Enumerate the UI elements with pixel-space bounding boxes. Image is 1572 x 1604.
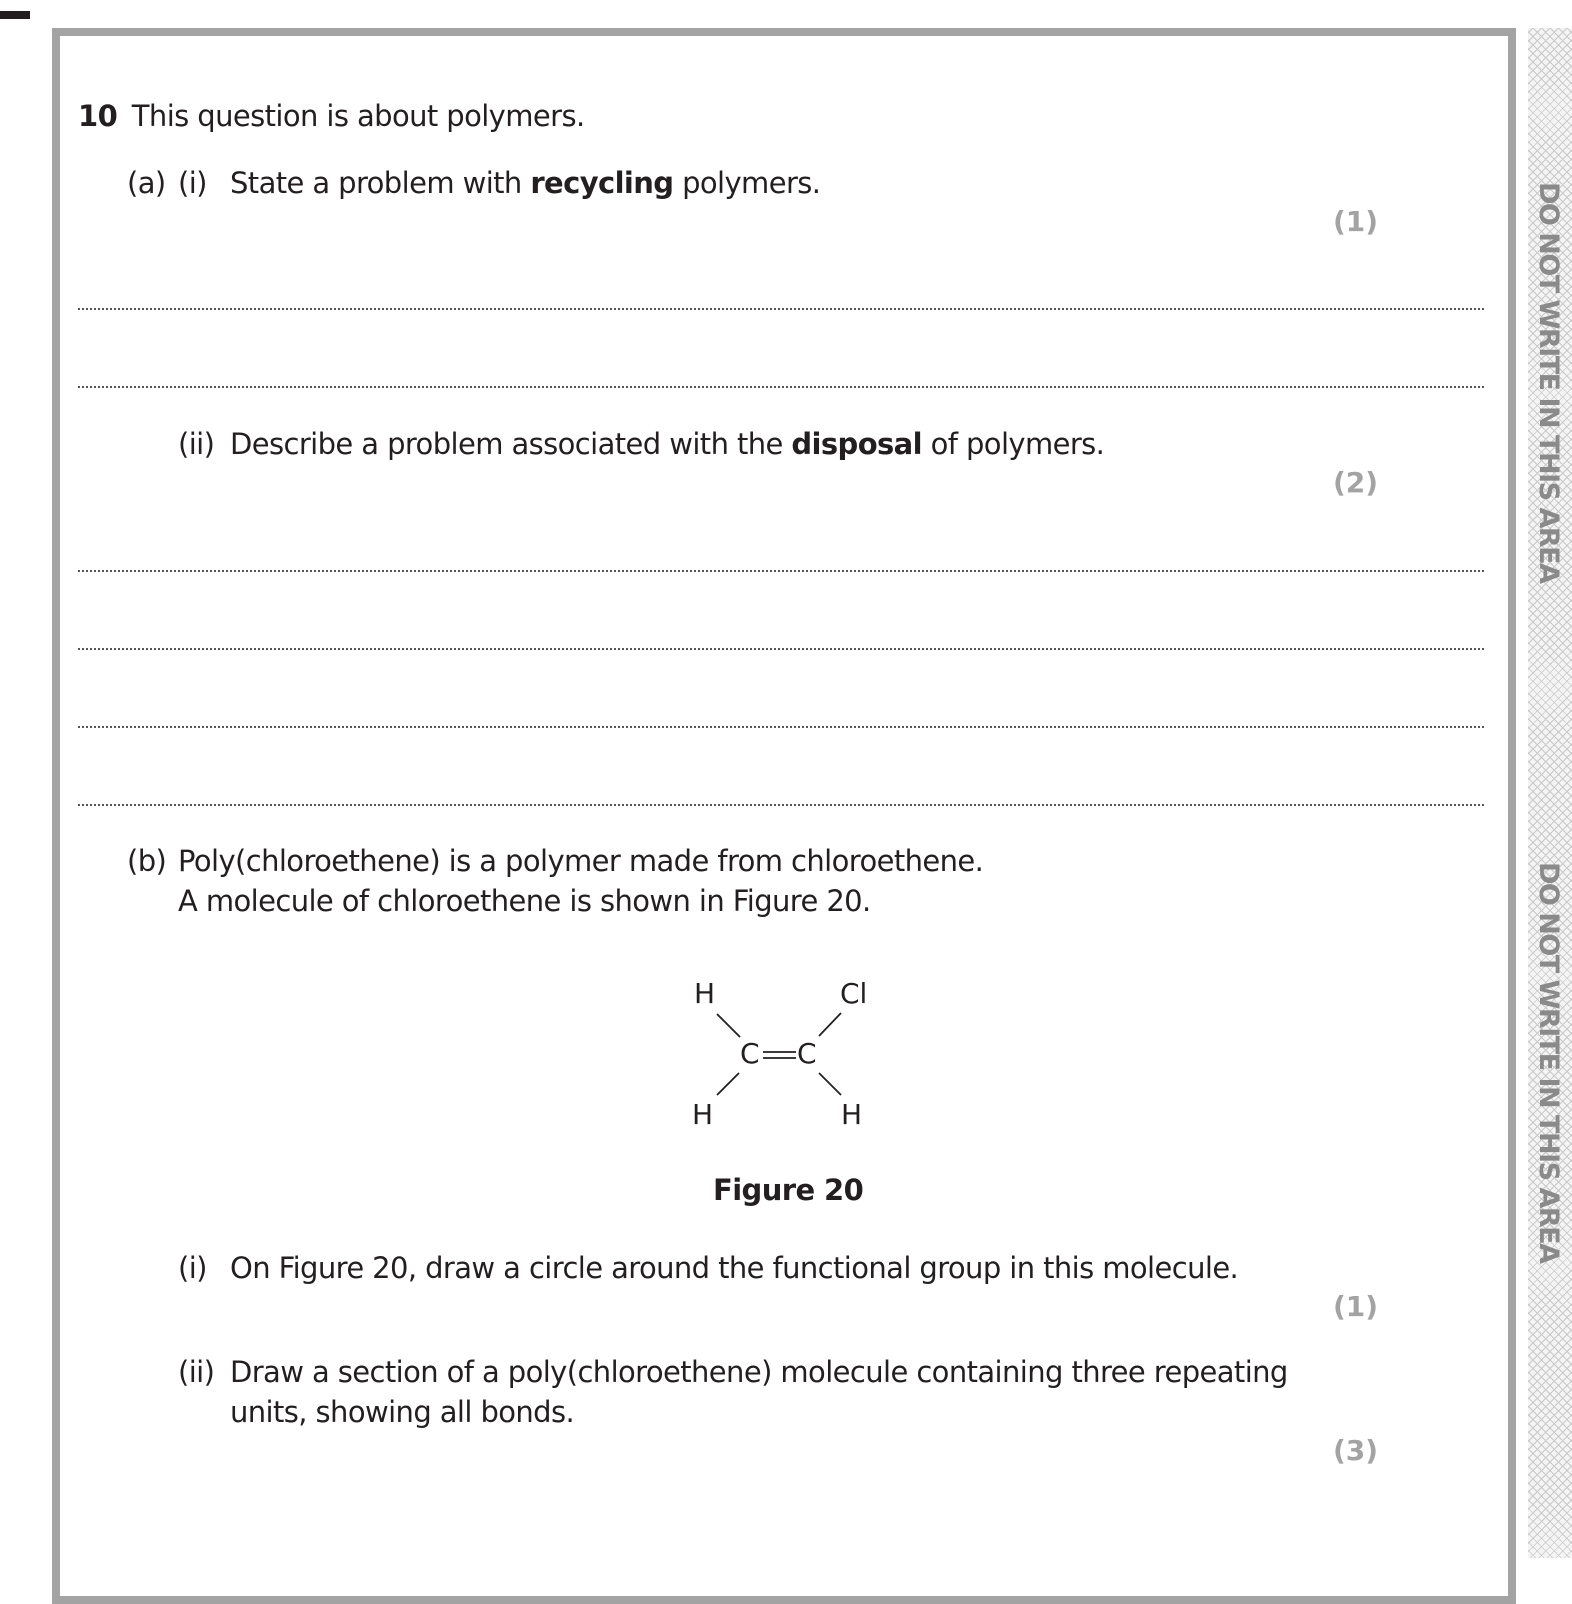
part-a-label: (a) (127, 166, 166, 200)
part-b-ii-marks: (3) (1333, 1434, 1379, 1467)
part-b-ii-prompt-line1: Draw a section of a poly(chloroethene) molecule containing three repeating (230, 1355, 1288, 1389)
atom-h-bottom-right: H (841, 1098, 863, 1131)
atom-h-bottom-left: H (692, 1098, 714, 1131)
atom-carbon-1: C (740, 1037, 760, 1070)
part-a-i-label: (i) (178, 166, 207, 200)
part-a-i-prompt: State a problem with recycling polymers. (230, 166, 821, 200)
atom-carbon-2: C (797, 1037, 817, 1070)
answer-area-b-ii[interactable] (78, 1480, 1484, 1549)
part-b-ii-prompt-line2: units, showing all bonds. (230, 1395, 575, 1429)
part-b-i-marks: (1) (1333, 1290, 1379, 1323)
part-b-label: (b) (127, 844, 167, 878)
atom-h-top-left: H (694, 977, 716, 1010)
part-b-intro-line2: A molecule of chloroethene is shown in Figure 20. (178, 884, 871, 918)
part-b-i-prompt: On Figure 20, draw a circle around the functional group in this molecule. (230, 1251, 1239, 1285)
keyword-recycling: recycling (530, 166, 674, 200)
part-b-i-label: (i) (178, 1251, 207, 1285)
figure-caption: Figure 20 (713, 1173, 864, 1207)
part-a-ii-prompt: Describe a problem associated with the disposal of polymers. (230, 427, 1105, 461)
part-b-intro-line1: Poly(chloroethene) is a polymer made from chloroethene. (178, 844, 984, 878)
part-a-ii-label: (ii) (178, 427, 215, 461)
keyword-disposal: disposal (791, 427, 922, 461)
question-stem-text: This question is about polymers. (131, 99, 585, 133)
part-a-ii-marks: (2) (1333, 466, 1379, 499)
question-number: 10 (78, 99, 118, 133)
part-a-i-marks: (1) (1333, 205, 1379, 238)
atom-cl-top-right: Cl (840, 977, 868, 1010)
part-b-ii-label: (ii) (178, 1355, 215, 1389)
